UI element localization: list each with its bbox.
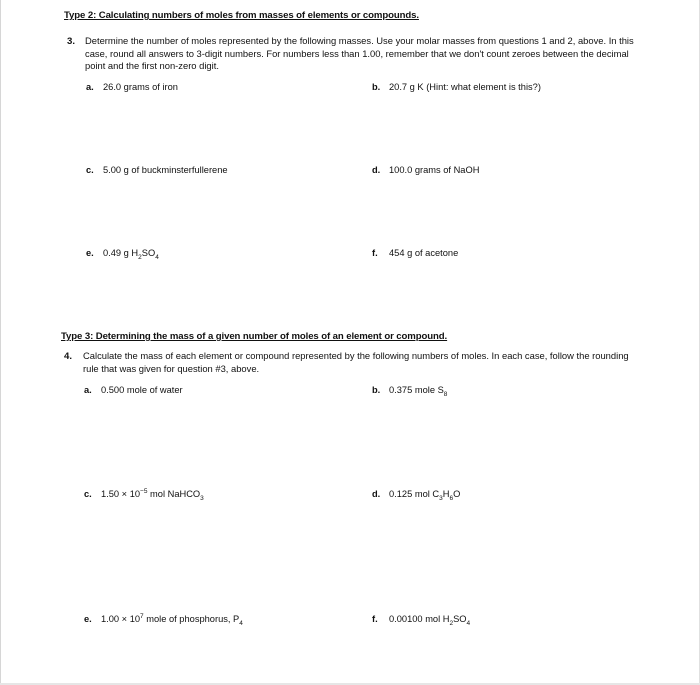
page-edge-left	[0, 0, 1, 685]
q3-item-c: c. 5.00 g of buckminsterfullerene	[86, 165, 228, 175]
question-4-text: Calculate the mass of each element or compound represented by the following numbers of moles. In each case, follow the rounding rule that was given for question #3, above.	[83, 350, 629, 374]
question-4-number: 4.	[64, 351, 73, 362]
q3-item-b: b. 20.7 g K (Hint: what element is this?)	[372, 82, 541, 92]
q4-item-a: a. 0.500 mole of water	[84, 385, 183, 395]
q4-item-f: f. 0.00100 mol $H_2SO_4$	[372, 614, 471, 627]
q4-item-c: c. $1.50 \times 10^{-5}$ mol NaHCO$_3$	[84, 487, 204, 502]
q4-item-b: b. 0.375 mole $S_8$	[372, 385, 448, 398]
question-3-text: Determine the number of moles represented by the following masses. Use your molar masses from questions 1 and 2, above. In this case, round all answers to 3-digit numbers. For numbers less than 1.00, remember that we don't count zeroes between the decimal point and the first non-zero digit.	[85, 35, 634, 71]
q3-item-e: e. 0.49 g $H_2SO_4$	[86, 248, 159, 261]
q4-item-d: d. 0.125 mol $C_3H_6O$	[372, 489, 461, 502]
q4-item-e: e. $1.00 \times 10^7$ mole of phosphorus, $P_4$	[84, 612, 243, 627]
q3-item-f: f. 454 g of acetone	[372, 248, 459, 258]
type2-heading: Type 2: Calculating numbers of moles from masses of elements or compounds.	[64, 10, 419, 21]
question-3-number: 3.	[67, 36, 76, 47]
q3-item-d: d. 100.0 grams of NaOH	[372, 165, 480, 175]
q3-item-a: a. 26.0 grams of iron	[86, 82, 178, 92]
type3-heading: Type 3: Determining the mass of a given number of moles of an element or compound.	[61, 331, 448, 342]
